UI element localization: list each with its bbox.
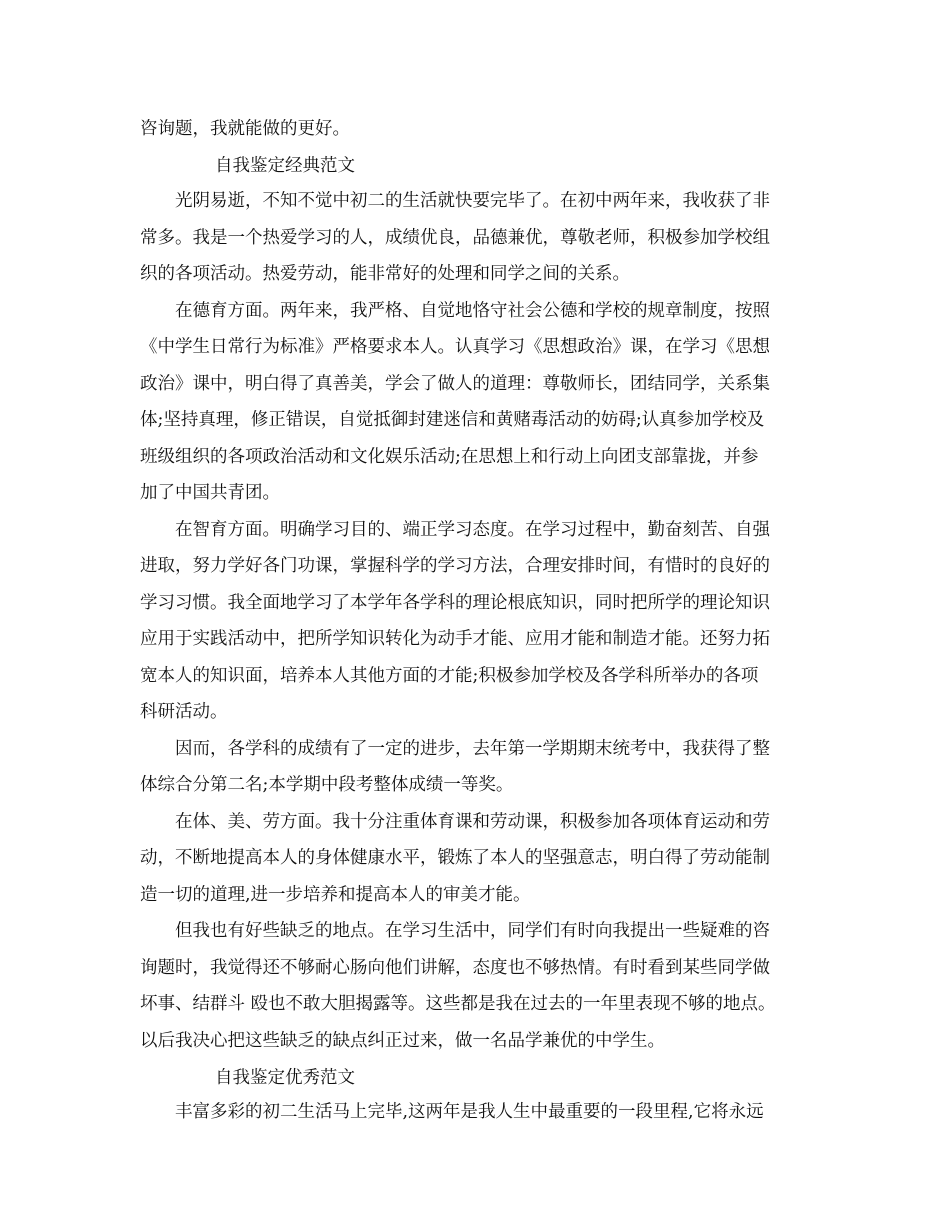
text-line: 因而，各学科的成绩有了一定的进步，去年第一学期期末统考中，我获得了整	[175, 738, 770, 759]
text-line: 丰富多彩的初二生活马上完毕,这两年是我人生中最重要的一段里程,它将永远	[175, 1102, 764, 1122]
essay-body	[140, 183, 820, 1059]
text-line: 政治》课中，明白得了真善美，学会了做人的道理：尊敬师长，团结同学，关系集	[140, 373, 770, 394]
text-line: 应用于实践活动中，把所学知识转化为动手才能、应用才能和制造才能。还努力拓	[140, 629, 770, 649]
text-line: 但我也有好些缺乏的地点。在学习生活中，同学们有时向我提出一些疑难的咨	[175, 921, 770, 941]
text-line: 在体、美、劳方面。我十分注重体育课和劳动课，积极参加各项体育运动和劳	[175, 811, 770, 832]
text-line: 进取，努力学好各门功课，掌握科学的学习方法，合理安排时间，有惜时的良好的	[140, 556, 770, 576]
text-line: 光阴易逝，不知不觉中初二的生活就快要完毕了。在初中两年来，我收获了非	[175, 191, 770, 211]
text-line: 《中学生日常行为标准》严格要求本人。认真学习《思想政治》课，在学习《思想	[140, 337, 770, 357]
text-line: 动，不断地提高本人的身体健康水平，锻炼了本人的坚强意志，明白得了劳动能制	[140, 848, 770, 868]
section-heading-classic: 自我鉴定经典范文	[215, 156, 355, 176]
text-line: 咨询题，我就能做的更好。	[140, 119, 350, 139]
essay-body-2	[140, 1094, 820, 1131]
text-line: 织的各项活动。热爱劳动，能非常好的处理和同学之间的关系。	[140, 264, 630, 284]
section-heading-excellent: 自我鉴定优秀范文	[215, 1068, 355, 1088]
text-line: 常多。我是一个热爱学习的人，成绩优良，品德兼优，尊敬老师，积极参加学校组	[140, 227, 770, 248]
text-line: 学习习惯。我全面地学习了本学年各学科的理论根底知识，同时把所学的理论知识	[140, 592, 770, 613]
text-line: 以后我决心把这些缺乏的缺点纠正过来，做一名品学兼优的中学生。	[140, 1030, 665, 1051]
paragraph-continuation	[140, 111, 820, 148]
text-line: 班级组织的各项政治活动和文化娱乐活动;在思想上和行动上向团支部靠拢，并参	[140, 446, 759, 467]
text-line: 询题时，我觉得还不够耐心肠向他们讲解，态度也不够热情。有时看到某些同学做	[140, 957, 770, 978]
text-line: 科研活动。	[140, 702, 228, 722]
text-line: 体综合分第二名;本学期中段考整体成绩一等奖。	[140, 775, 514, 795]
text-line: 坏事、结群斗 殴也不敢大胆揭露等。这些都是我在过去的一年里表现不够的地点。	[140, 994, 776, 1014]
text-line: 加了中国共青团。	[140, 483, 280, 503]
text-line: 在德育方面。两年来，我严格、自觉地恪守社会公德和学校的规章制度，按照	[175, 300, 770, 321]
text-line: 宽本人的知识面，培养本人其他方面的才能;积极参加学校及各学科所举办的各项	[140, 665, 759, 686]
text-line: 在智育方面。明确学习目的、端正学习态度。在学习过程中，勤奋刻苦、自强	[175, 519, 770, 540]
text-line: 体;坚持真理，修正错误，自觉抵御封建迷信和黄赌毒活动的妨碍;认真参加学校及	[140, 410, 765, 430]
text-line: 造一切的道理,进一步培养和提高本人的审美才能。	[140, 884, 531, 905]
